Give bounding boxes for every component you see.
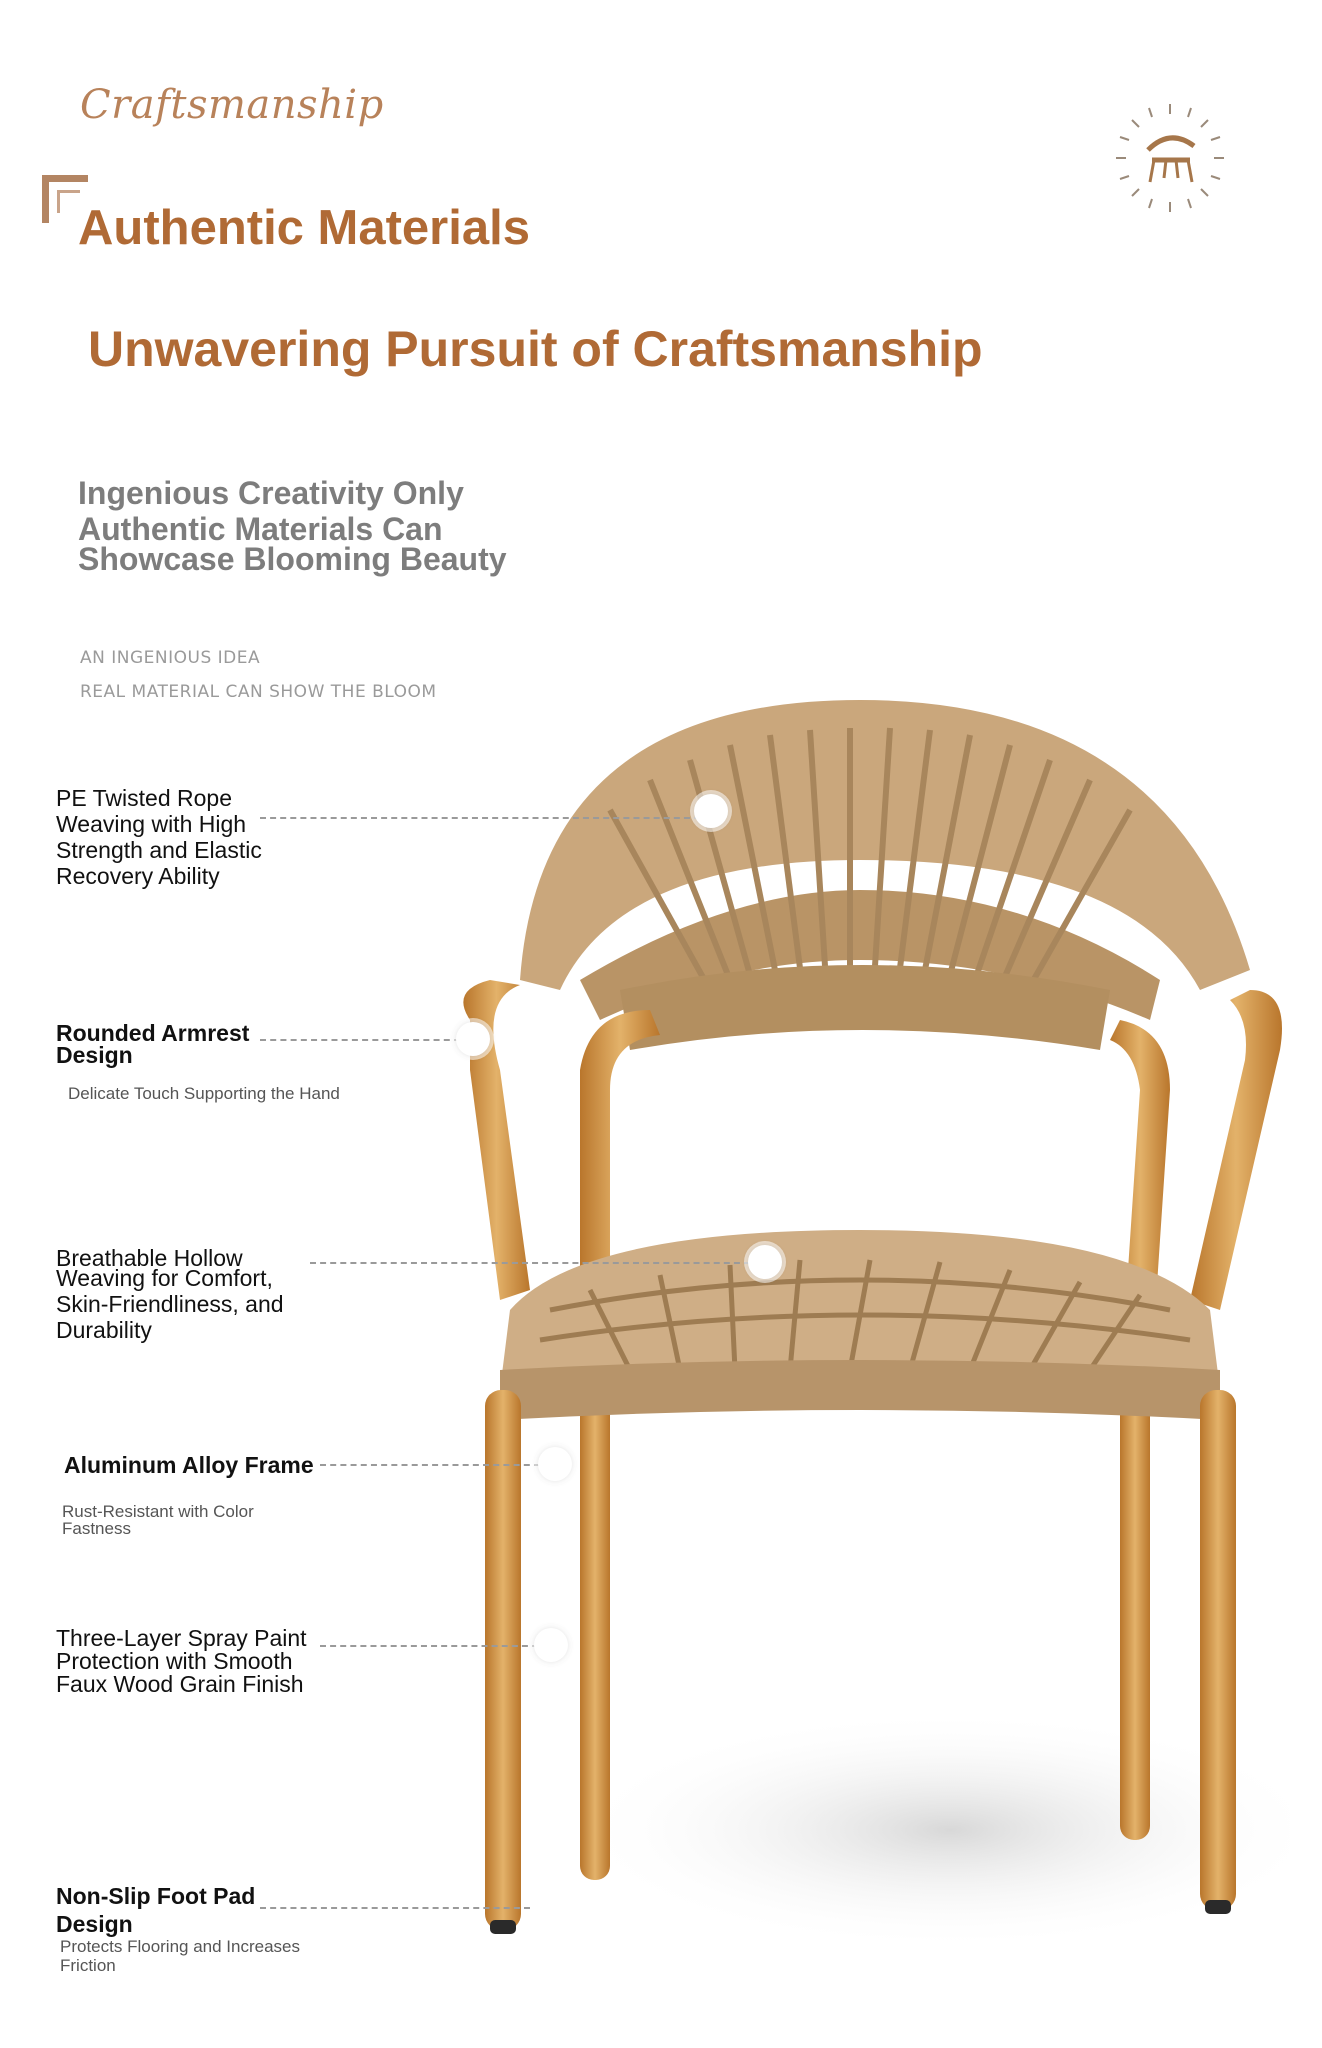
hotspot-dot <box>538 1447 572 1481</box>
feature-title-line: PE Twisted Rope <box>56 785 233 811</box>
feature-armrest <box>56 1022 249 1066</box>
tagline-line: Ingenious Creativity Only <box>78 475 464 511</box>
hotspot-dot <box>694 794 728 828</box>
tagline <box>78 475 598 577</box>
caps-line: AN INGENIOUS IDEA <box>80 648 261 668</box>
feature-title-line: Protection with Smooth <box>56 1648 293 1674</box>
chair-illustration <box>430 690 1290 1950</box>
page-subtitle: Unwavering Pursuit of Craftsmanship <box>88 321 983 377</box>
feature-title-line: Recovery Ability <box>56 863 220 889</box>
leader-line <box>320 1645 538 1647</box>
chair-sun-badge-icon <box>1110 98 1230 218</box>
feature-subtitle-line: Friction <box>60 1956 116 1975</box>
feature-subtitle <box>60 1937 300 1975</box>
feature-subtitle-line: Protects Flooring and Increases <box>60 1937 301 1956</box>
feature-title-line: Weaving for Comfort, <box>56 1265 273 1291</box>
feature-title-line: Rounded Armrest <box>56 1020 250 1046</box>
feature-title-line: Weaving with High <box>56 811 247 837</box>
hotspot-dot <box>748 1245 782 1279</box>
feature-title-line: Aluminum Alloy Frame <box>64 1452 314 1478</box>
feature-title-line: Design <box>56 1911 133 1937</box>
leader-line <box>260 1907 530 1909</box>
script-title: Craftsmanship <box>80 82 384 128</box>
feature-title-line: Non-Slip Foot Pad <box>56 1883 256 1909</box>
tagline-line: Authentic Materials Can <box>78 511 443 547</box>
feature-rope-weaving <box>56 785 262 889</box>
leader-line <box>260 1039 460 1041</box>
leader-line <box>320 1464 540 1466</box>
feature-title-line: Faux Wood Grain Finish <box>56 1671 304 1697</box>
feature-subtitle: Delicate Touch Supporting the Hand <box>68 1084 340 1103</box>
page-title: Authentic Materials <box>78 201 530 255</box>
feature-spray-paint <box>56 1627 307 1696</box>
feature-subtitle-line: Fastness <box>62 1519 131 1538</box>
caps-line: REAL MATERIAL CAN SHOW THE BLOOM <box>80 682 437 702</box>
feature-breathable-weaving <box>56 1245 284 1343</box>
feature-title-line: Skin-Friendliness, and <box>56 1291 284 1317</box>
feature-subtitle-line: Rust-Resistant with Color <box>62 1502 254 1521</box>
hotspot-dot <box>534 1628 568 1662</box>
leader-line <box>310 1262 750 1264</box>
feature-aluminum-frame <box>64 1452 314 1478</box>
feature-title-line: Breathable Hollow <box>56 1245 243 1271</box>
feature-title-line: Design <box>56 1042 133 1068</box>
feature-foot-pad <box>56 1882 255 1938</box>
leader-line <box>260 817 700 819</box>
feature-title-line: Durability <box>56 1317 152 1343</box>
feature-title-line: Three-Layer Spray Paint <box>56 1625 307 1651</box>
tagline-line: Showcase Blooming Beauty <box>78 541 507 577</box>
feature-subtitle <box>62 1503 254 1537</box>
hotspot-dot <box>456 1022 490 1056</box>
feature-title-line: Strength and Elastic <box>56 837 262 863</box>
